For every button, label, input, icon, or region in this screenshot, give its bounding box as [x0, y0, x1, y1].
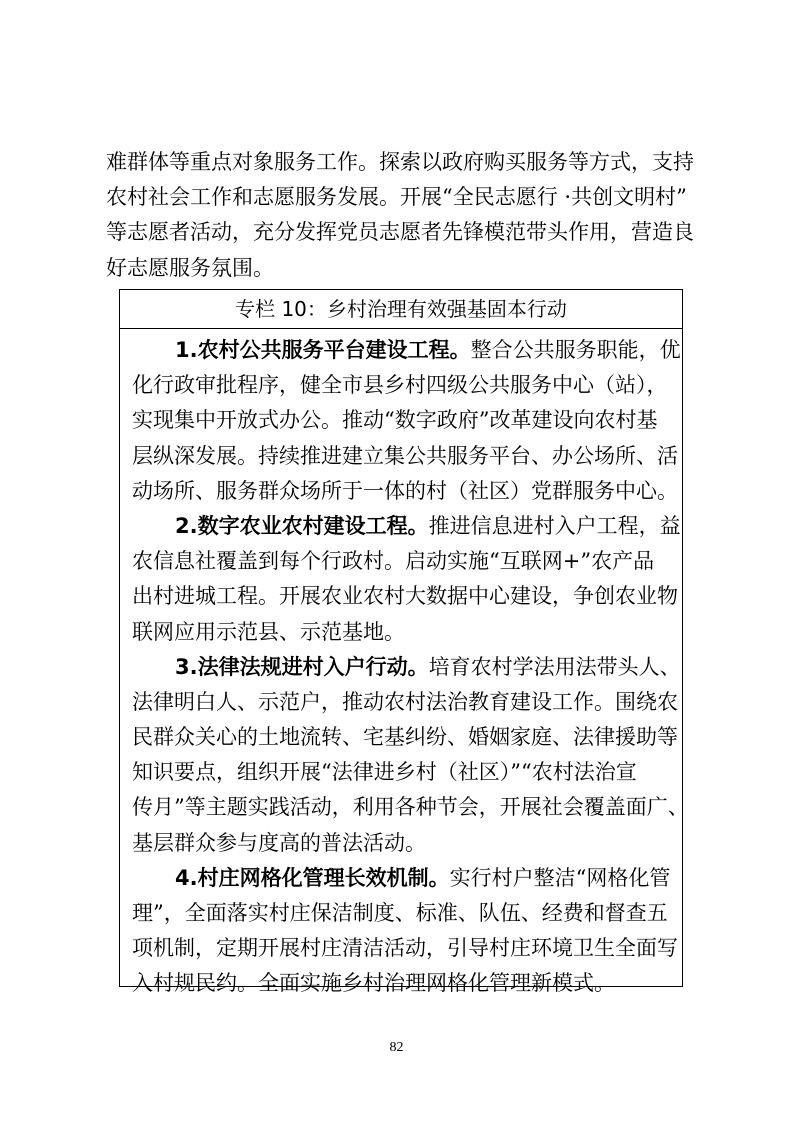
- item-heading: 1.农村公共服务平台建设工程。: [175, 338, 471, 362]
- item-line: 理”，全面落实村庄保洁制度、标准、队伍、经费和督查五: [132, 901, 668, 925]
- intro-paragraph: [106, 145, 702, 286]
- item-line: 传月”等主题实践活动，利用各种节会，开展社会覆盖面广、: [132, 795, 689, 820]
- item-text: 整合公共服务职能，优: [470, 338, 681, 362]
- item-first-line: [132, 333, 681, 368]
- item-1: [132, 333, 681, 509]
- item-2: [132, 509, 681, 650]
- item-line: 民群众关心的土地流转、宅基纠纷、婚姻家庭、法律援助等: [132, 725, 678, 750]
- item-line: 化行政审批程序，健全市县乡村四级公共服务中心（站），: [132, 373, 668, 398]
- item-text: 推进信息进村入户工程，益: [428, 513, 681, 538]
- item-line: 知识要点，组织开展“法律进乡村（社区）”“农村法治宣: [132, 760, 637, 785]
- item-4: [132, 861, 678, 1002]
- item-text: 实行村户整洁“网格化管: [449, 865, 671, 890]
- item-line: 农信息社覆盖到每个行政村。启动实施“互联网+”农产品: [132, 549, 655, 574]
- item-3: [132, 650, 689, 861]
- page-number: 82: [389, 1040, 404, 1055]
- intro-line: 等志愿者活动，充分发挥党员志愿者先锋模范带头作用，营造良: [106, 220, 694, 245]
- column-title: 专栏 10：乡村治理有效强基固本行动: [120, 290, 682, 329]
- item-heading: 2.数字农业农村建设工程。: [175, 513, 429, 538]
- item-first-line: [132, 861, 670, 896]
- item-heading: 3.法律法规进村入户行动。: [175, 654, 429, 679]
- column-box: [119, 289, 689, 996]
- item-line: 出村进城工程。开展农业农村大数据中心建设，争创农业物: [132, 584, 678, 609]
- item-line: 基层群众参与度高的普法活动。: [132, 830, 426, 855]
- item-text: 培育农村学法用法带头人、: [428, 654, 681, 679]
- item-line: 入村规民约。全面实施乡村治理网格化管理新模式。: [132, 971, 615, 996]
- item-line: 法律明白人、示范户，推动农村法治教育建设工作。围绕农: [132, 689, 678, 714]
- item-first-line: [132, 509, 681, 544]
- item-line: 联网应用示范县、示范基地。: [132, 619, 405, 644]
- column-body: [120, 329, 689, 1002]
- item-line: 层纵深发展。持续推进建立集公共服务平台、办公场所、活: [132, 443, 678, 468]
- item-first-line: [132, 650, 681, 685]
- intro-line: 好志愿服务氛围。: [106, 255, 274, 280]
- item-line: 动场所、服务群众场所于一体的村（社区）党群服务中心。: [132, 478, 678, 503]
- intro-line: 难群体等重点对象服务工作。探索以政府购买服务等方式，支持: [106, 150, 694, 174]
- item-line: 实现集中开放式办公。推动“数字政府”改革建设向农村基: [132, 408, 658, 433]
- item-heading: 4.村庄网格化管理长效机制。: [175, 865, 450, 890]
- item-line: 项机制，定期开展村庄清洁活动，引导村庄环境卫生全面写: [132, 936, 678, 961]
- intro-line: 农村社会工作和志愿服务发展。开展“全民志愿行 ·共创文明村”: [106, 185, 687, 210]
